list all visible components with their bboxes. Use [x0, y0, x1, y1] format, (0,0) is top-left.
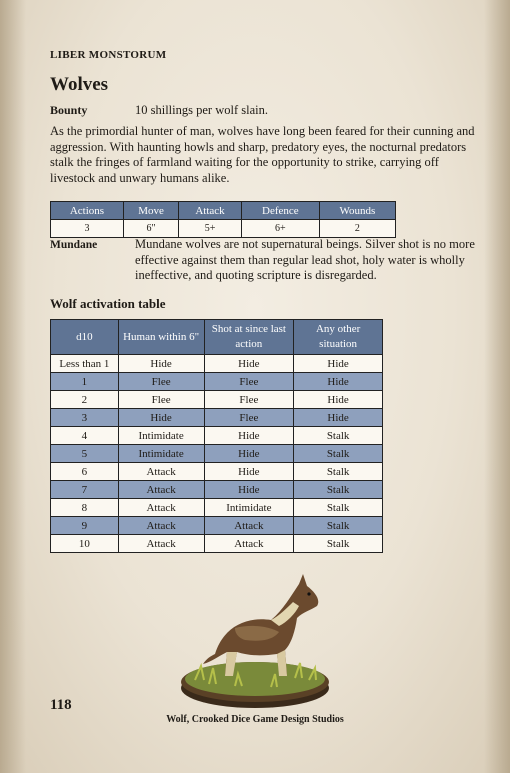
- table-row: [51, 535, 383, 553]
- table-cell: Flee: [204, 373, 294, 391]
- bounty-value: 10 shillings per wolf slain.: [135, 103, 268, 117]
- stat-header-cell: Actions: [51, 202, 124, 220]
- table-cell: Stalk: [294, 499, 383, 517]
- stat-value-cell: 6": [123, 220, 178, 238]
- page-edge-right: [484, 0, 510, 773]
- table-cell: Attack: [118, 463, 204, 481]
- activation-table: [50, 319, 383, 553]
- table-cell: Hide: [294, 355, 383, 373]
- table-row: [51, 445, 383, 463]
- stat-value-row: [51, 220, 396, 238]
- table-cell: Attack: [118, 517, 204, 535]
- page-number: 118: [50, 697, 72, 713]
- roll-cell: 9: [51, 517, 119, 535]
- roll-cell: 2: [51, 391, 119, 409]
- table-cell: Intimidate: [204, 499, 294, 517]
- table-cell: Stalk: [294, 463, 383, 481]
- table-cell: Flee: [204, 391, 294, 409]
- roll-cell: 7: [51, 481, 119, 499]
- activation-header-row: [51, 320, 383, 355]
- intro-paragraph: As the primordial hunter of man, wolves have long been feared for their cunning and aggression. With haunting howls and sharp, predatory eyes, the nocturnal predators stalk the fringes of farmland waiting for the opportunity to strike, carrying off livestock and unwary humans alike.: [50, 124, 475, 185]
- table-row: [51, 463, 383, 481]
- table-row: [51, 391, 383, 409]
- stat-header-row: [51, 202, 396, 220]
- stat-value-cell: 6+: [241, 220, 319, 238]
- roll-cell: 5: [51, 445, 119, 463]
- page-edge-left: [0, 0, 26, 773]
- table-cell: Attack: [118, 499, 204, 517]
- table-row: [51, 481, 383, 499]
- table-cell: Hide: [294, 391, 383, 409]
- table-cell: Hide: [294, 409, 383, 427]
- roll-cell: Less than 1: [51, 355, 119, 373]
- stat-table: [50, 201, 396, 238]
- table-cell: Hide: [204, 427, 294, 445]
- table-row: [51, 355, 383, 373]
- table-row: [51, 517, 383, 535]
- stat-value-cell: 3: [51, 220, 124, 238]
- stat-header-cell: Defence: [241, 202, 319, 220]
- table-row: [51, 499, 383, 517]
- roll-cell: 3: [51, 409, 119, 427]
- table-cell: Attack: [204, 517, 294, 535]
- page-title: Wolves: [50, 74, 109, 95]
- table-row: [51, 409, 383, 427]
- table-row: [51, 427, 383, 445]
- table-cell: Stalk: [294, 535, 383, 553]
- stat-header-cell: Wounds: [319, 202, 395, 220]
- roll-cell: 8: [51, 499, 119, 517]
- stat-value-cell: 2: [319, 220, 395, 238]
- wolf-miniature-image: [175, 566, 335, 716]
- bounty-label: Bounty: [50, 103, 88, 117]
- roll-cell: 4: [51, 427, 119, 445]
- mundane-label: Mundane: [50, 239, 98, 251]
- table-cell: Flee: [204, 409, 294, 427]
- table-cell: Intimidate: [118, 445, 204, 463]
- activation-header-cell: d10: [51, 320, 119, 355]
- table-cell: Stalk: [294, 517, 383, 535]
- table-row: [51, 373, 383, 391]
- table-cell: Hide: [118, 409, 204, 427]
- table-cell: Hide: [204, 445, 294, 463]
- running-header: LIBER MONSTORUM: [50, 49, 167, 61]
- activation-header-cell: Any other situation: [294, 320, 383, 355]
- table-cell: Attack: [118, 481, 204, 499]
- table-cell: Stalk: [294, 481, 383, 499]
- roll-cell: 6: [51, 463, 119, 481]
- table-cell: Intimidate: [118, 427, 204, 445]
- activation-header-cell: Shot at since last action: [204, 320, 294, 355]
- table-cell: Hide: [204, 481, 294, 499]
- roll-cell: 1: [51, 373, 119, 391]
- table-cell: Hide: [294, 373, 383, 391]
- table-cell: Flee: [118, 373, 204, 391]
- table-cell: Stalk: [294, 427, 383, 445]
- table-cell: Stalk: [294, 445, 383, 463]
- stat-value-cell: 5+: [179, 220, 242, 238]
- table-cell: Attack: [118, 535, 204, 553]
- figure-caption: Wolf, Crooked Dice Game Design Studios: [166, 714, 344, 725]
- activation-header-cell: Human within 6": [118, 320, 204, 355]
- table-cell: Hide: [118, 355, 204, 373]
- table-cell: Hide: [204, 355, 294, 373]
- stat-header-cell: Move: [123, 202, 178, 220]
- table-cell: Flee: [118, 391, 204, 409]
- activation-table-title: Wolf activation table: [50, 296, 166, 311]
- table-cell: Attack: [204, 535, 294, 553]
- mundane-text: Mundane wolves are not supernatural beings. Silver shot is no more effective against them than regular lead shot, holy water is wholly ineffective, and quoting scripture is disregarded.: [135, 237, 475, 282]
- table-cell: Hide: [204, 463, 294, 481]
- stat-header-cell: Attack: [179, 202, 242, 220]
- roll-cell: 10: [51, 535, 119, 553]
